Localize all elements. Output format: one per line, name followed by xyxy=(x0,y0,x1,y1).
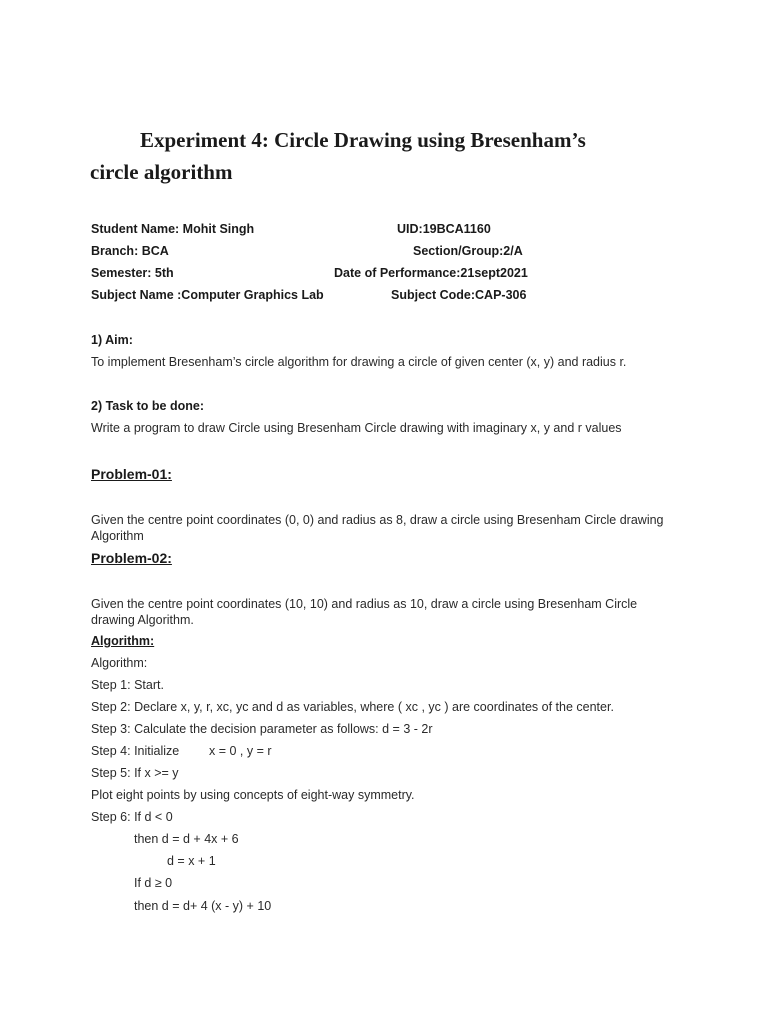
aim-heading: 1) Aim: xyxy=(91,333,133,347)
student-uid: UID:19BCA1160 xyxy=(397,222,491,236)
algorithm-step-4-value: x = 0 , y = r xyxy=(209,744,272,758)
algorithm-if-d: If d ≥ 0 xyxy=(134,876,173,890)
problem-1-heading: Problem-01: xyxy=(91,466,172,482)
algorithm-step-1: Step 1: Start. xyxy=(91,678,164,692)
section-group: Section/Group:2/A xyxy=(413,244,523,258)
algorithm-then-2: then d = d+ 4 (x - y) + 10 xyxy=(134,899,272,913)
problem-1-text: Given the centre point coordinates (0, 0) and radius as 8, draw a circle using Bresenham Circle drawing Algorithm xyxy=(91,513,664,543)
algorithm-step-2: Step 2: Declare x, y, r, xc, yc and d as variables, where ( xc , yc ) are coordinates of the center. xyxy=(91,700,614,714)
algorithm-then-1: then d = d + 4x + 6 xyxy=(134,832,239,846)
problem-2-heading: Problem-02: xyxy=(91,550,172,566)
task-text: Write a program to draw Circle using Bresenham Circle drawing with imaginary x, y and r values xyxy=(91,421,622,435)
algorithm-heading: Algorithm: xyxy=(91,634,155,648)
algorithm-step-4-label: Step 4: Initialize xyxy=(91,744,180,758)
task-heading: 2) Task to be done: xyxy=(91,399,204,413)
algorithm-step-3: Step 3: Calculate the decision parameter as follows: d = 3 - 2r xyxy=(91,722,433,736)
algorithm-d-update: d = x + 1 xyxy=(167,854,216,868)
semester: Semester: 5th xyxy=(91,266,174,280)
date-of-performance: Date of Performance:21sept2021 xyxy=(334,266,528,280)
title-line-1: Experiment 4: Circle Drawing using Bresenham’s xyxy=(140,128,586,152)
branch: Branch: BCA xyxy=(91,244,169,258)
subject-code: Subject Code:CAP-306 xyxy=(391,288,527,302)
algorithm-plot: Plot eight points by using concepts of eight-way symmetry. xyxy=(91,788,415,802)
algorithm-step-5: Step 5: If x >= y xyxy=(91,766,179,780)
problem-2-text: Given the centre point coordinates (10, 10) and radius as 10, draw a circle using Bresenham Circle drawing Algorithm. xyxy=(91,597,638,627)
subject-name: Subject Name :Computer Graphics Lab xyxy=(91,288,324,302)
algorithm-step-6: Step 6: If d < 0 xyxy=(91,810,173,824)
title-line-2: circle algorithm xyxy=(90,160,233,184)
aim-text: To implement Bresenham’s circle algorithm for drawing a circle of given center (x, y) and radius r. xyxy=(91,355,627,369)
document-title xyxy=(90,124,690,188)
algorithm-label: Algorithm: xyxy=(91,656,148,670)
student-name: Student Name: Mohit Singh xyxy=(91,222,255,236)
